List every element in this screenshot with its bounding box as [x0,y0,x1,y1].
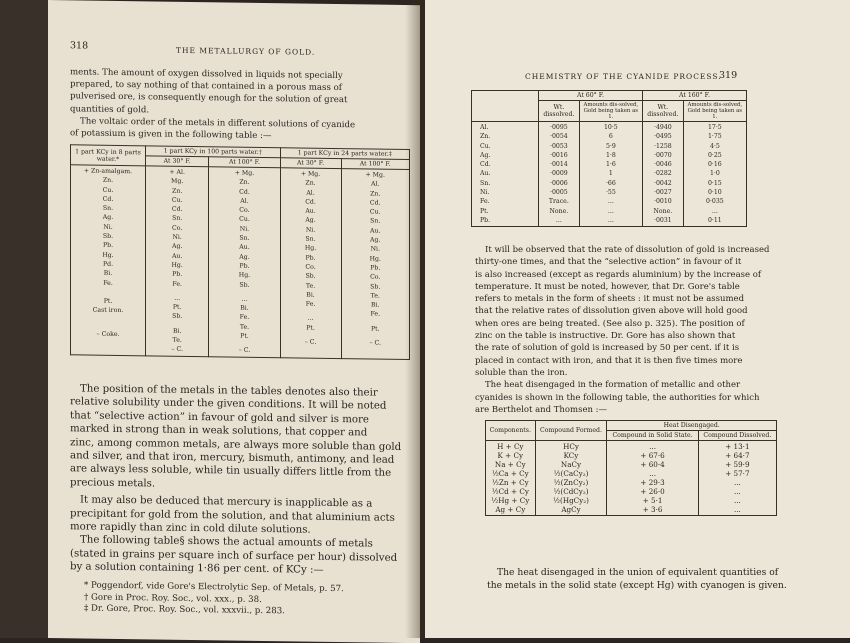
cell: Sb. [102,232,114,240]
cell: 17·5 [707,124,722,131]
cell: Au. [239,244,250,252]
cell: 0·25 [707,151,722,159]
footnote: ‡ Dr. Gore, Proc. Roy. Soc., vol. xxxvii., p. 283. [84,603,285,617]
cell: – C. [171,346,183,354]
cell: ·0009 [550,170,568,178]
cell: Trace. [548,198,569,206]
cell: 5·9 [605,142,616,150]
cell: Hg. [238,271,251,280]
text-line: ments. The amount of oxygen dissolved in liquids not specially [70,67,343,82]
cell: KCy [563,451,579,460]
text-line: (stated in grains per square inch of surface per hour) dissolved [70,548,398,564]
text-line: that “selective action” in favour of gold and silver is more [70,410,369,426]
cell: ½(CaCy₂) [553,469,589,478]
cell: ·0027 [653,189,672,197]
cell: ·0016 [550,151,568,159]
cell: ·0006 [550,179,568,187]
right-body-text [475,244,775,416]
cell: 10·5 [603,124,618,131]
cell: Cast iron. [92,306,124,315]
cell: ... [711,207,718,215]
table3-solid-column [607,441,698,516]
cell: Bi. [371,301,380,309]
table1-subheader: At 30° F. [280,158,341,169]
cell: HCy [563,442,579,451]
cell: Co. [305,263,316,271]
text-line: temperature. It must be noted, however, that Dr. Gore's table [475,281,740,292]
cell: ... [555,216,562,224]
text-line: The voltaic order of the metals in different solutions of cyanide [80,116,356,131]
table3-header: Heat Disengaged. [607,421,777,431]
cell: 0·10 [707,189,722,197]
cell: ... [733,496,741,505]
cell: Au. [370,227,381,235]
cell: Zn. [480,133,491,141]
cell: ... [733,487,741,496]
cell: Al. [306,189,315,197]
cell: + 13·1 [725,442,750,451]
text-line: by a solution containing 1·86 per cent. of KCy :— [70,561,324,577]
text-line: are always less soluble, while tin usually differs little from the [70,463,392,480]
cell: + Mg. [300,170,321,178]
heat-disengaged-table [485,420,777,516]
text-line: placed in contact with iron, and that it is then five times more [475,355,743,366]
text-line: and silver, and that iron, mercury, bismuth, antimony, and lead [70,450,395,466]
cell: + 57·7 [725,469,750,478]
left-intro-text [70,66,410,144]
cell: Sb. [239,281,250,289]
cell: + 5·1 [642,496,663,505]
table1-column-3 [209,167,280,358]
text-line: soluble than the iron. [475,367,568,378]
left-page-number: 318 [70,40,89,52]
table3-header: Compound Formed. [535,421,607,441]
cell: Fe. [239,314,250,322]
right-closing-text [487,566,787,592]
cell: + 59·9 [725,460,750,469]
cell: ·0054 [550,133,568,141]
cell: – C. [304,338,317,346]
text-line: zinc, among common metals, are always more soluble than gold [70,436,402,453]
cell: Sb. [305,272,316,281]
text-line: It will be observed that the rate of dissolution of gold is increased [485,245,770,255]
cell: Pt. [172,303,182,312]
cell: Bi. [103,270,113,278]
table1-header-2: 1 part KCy in 100 parts water.† [146,146,281,158]
cell: Hg. [369,255,381,263]
right-running-header: CHEMISTRY OF THE CYANIDE PROCESS. [525,72,722,81]
cell: ·0282 [653,170,672,178]
cell: Co. [172,224,183,232]
table1-column-4 [280,168,341,358]
cell: ... [733,505,741,514]
table3-subheader: Compound Dissolved. [698,431,776,441]
text-line: relative solubility under the given conditions. It will be noted [70,396,387,413]
cell: ... [307,315,314,323]
cell: + 67·6 [640,451,665,460]
table2-subheader: Wt. dissolved. [642,101,683,122]
cell: ... [649,442,656,451]
cell: Ag. [370,236,381,244]
text-line: marked in strong than in weak solutions, that copper and [70,423,368,439]
cell: Ni. [172,233,182,241]
cell: ½Ca + Cy [491,469,529,478]
cell: ·0046 [653,161,672,169]
cell: Hg. [102,251,114,259]
cell: NaCy [560,460,582,469]
cell: ·0014 [550,161,568,169]
text-line: more rapidly than zinc in cold dilute solutions. [70,521,311,536]
cell: 0·16 [707,161,722,169]
table2-subheader: Amounts dis-solved, Gold being taken as 1. [683,101,746,122]
cell: Fe. [172,280,182,288]
table1-column-1 [71,165,146,356]
voltaic-order-table [70,144,410,359]
cell: + Mg. [365,171,385,179]
table2-wt60-column [539,122,580,227]
cell: ... [174,294,181,302]
text-line: when ores are being treated. (See also p. 325). The position of [475,318,745,329]
cell: Sn. [172,215,183,223]
cell: Sn. [370,217,381,226]
dissolution-table [471,90,747,227]
table3-dissolved-column [698,441,776,516]
cell: ·0095 [550,124,568,131]
cell: Cd. [171,205,183,214]
cell: Co. [239,206,250,215]
cell: Co. [370,273,381,281]
cell: Au. [480,170,491,178]
cell: Pt. [240,332,249,340]
cell: ½(CdCy₂) [553,487,589,496]
cell: Ni. [305,226,316,234]
cell: Te. [172,336,182,344]
left-footnotes [84,581,414,620]
table1-header-1: 1 part KCy in 8 parts water.* [71,145,146,166]
table2-metal-header [472,91,539,122]
cell: Sn. [102,204,114,213]
cell: 0·15 [707,179,722,187]
table1-subheader: At 100° F. [341,159,410,170]
cell: Zn. [102,177,114,185]
cell: 0·11 [707,216,722,224]
cell: Pb. [480,216,491,224]
cell: – Coke. [96,331,120,339]
table2-metals-column [472,122,539,227]
cell: Al. [240,197,249,205]
cell: Sn. [480,179,491,187]
table2-subheader: Wt. dissolved. [539,101,580,122]
text-line: prepared, to say nothing of that contained in a porous mass of [70,79,342,94]
cell: + 64·7 [725,451,750,460]
cell: Bi. [172,327,182,335]
table3-compounds-column [535,441,607,516]
cell: + 60·4 [640,460,665,469]
text-line: The heat disengaged in the union of equivalent quantities of [497,567,779,578]
cell: Te. [305,282,316,290]
cell: Cu. [239,216,250,224]
cell: Ag. [305,217,316,225]
footnote: * Poggendorf, vide Gore's Electrolytic Sep. of Metals, p. 57. [84,580,344,595]
table2-amt160-column [683,122,746,227]
cell: ½(HgCy₂) [553,496,589,505]
cell: 1·8 [605,151,616,159]
cell: Pb. [102,242,114,250]
table3-subheader: Compound in Solid State. [607,431,698,441]
text-line: the rate of solution of gold is increased by 50 per cent. if it is [475,343,740,354]
text-line: pulverised ore, is consequently enough for the solution of great [70,91,348,106]
cell: Ni. [239,225,250,233]
cell: Fe. [480,198,490,206]
left-running-header: THE METALLURGY OF GOLD. [176,45,316,57]
cell: Sb. [370,283,381,291]
table1-subheader: At 100° F. [209,157,280,168]
cell: Au. [305,207,316,215]
cell: ·0042 [653,179,672,187]
cell: AgCy [561,505,581,514]
cell: ... [607,198,614,206]
cell: Pb. [305,254,316,262]
table1-column-5 [341,169,410,360]
cell: – C. [369,339,382,347]
cell: Pt. [370,325,380,333]
table3-components-column [486,441,536,516]
cell: Ag. [102,214,114,222]
text-line: the metals in the solid state (except Hg) with cyanogen is given. [487,580,787,591]
left-page [48,0,420,643]
cell: Pb. [239,262,250,270]
cell: + 26·0 [640,487,665,496]
text-line: The position of the metals in the tables denotes also their [80,383,378,399]
cell: Pt. [480,207,489,215]
cell: ·0031 [653,216,672,224]
cell: Cd. [369,199,381,207]
cell: Fe. [103,279,113,287]
cell: ... [607,207,614,215]
cell: Na + Cy [494,460,526,469]
cell: Zn. [239,178,250,187]
cell: K + Cy [497,451,524,460]
text-line: thirty-one times, and that the “selective action” in favour of it [475,257,742,268]
cell: + 29·3 [640,478,665,487]
table2-subheader: Amounts dis-solved, Gold being taken as 1. [579,101,642,122]
cell: ·0010 [653,198,672,206]
cell: Pb. [370,264,381,272]
text-line: zinc on the table is instructive. Dr. Gore has also shown that [475,331,736,342]
cell: Te. [239,323,250,331]
cell: ·0053 [550,142,568,150]
left-body-text [70,382,412,578]
cell: Zn. [172,187,183,195]
cell: Bi. [240,304,249,312]
cell: Cd. [305,198,316,206]
table2-group-header: At 60° F. [539,91,643,101]
cell: ·0005 [550,189,568,197]
footnote: † Gore in Proc. Roy. Soc., vol. xxx., p. 38. [84,592,262,605]
text-line: It may also be deduced that mercury is inapplicable as a [80,494,373,510]
table1-column-2 [146,166,209,357]
cell: ... [649,469,656,478]
cell: Pb. [172,270,183,279]
table1-subheader: At 30° F. [146,156,209,167]
cell: 0·035 [706,198,724,206]
cell: Sb. [172,313,183,321]
cell: Pd. [102,260,114,268]
text-line: that the relative rates of dissolution given above will hold good [475,306,748,317]
cell: 4·5 [709,142,720,150]
cell: Au. [171,252,183,260]
cell: Fe. [370,310,381,319]
cell: None. [549,207,569,215]
cell: 6 [608,133,613,141]
cell: Fe. [305,300,316,308]
cell: Pt. [103,297,113,305]
table2-wt160-column [642,122,683,227]
cell: ½Hg + Cy [491,496,530,505]
cell: ·0495 [653,133,672,141]
cell: Sn. [305,235,316,243]
cell: Zn. [305,179,316,188]
cell: ½Zn + Cy [491,478,529,487]
cell: Sn. [239,234,250,242]
cell: Ag. [480,151,491,159]
cell: Cu. [480,142,491,150]
text-line: cyanides is shown in the following table, the authorities for which [475,392,760,403]
cell: Hg. [304,244,317,253]
cell: + 3·6 [642,505,663,514]
cell: Hg. [171,261,183,269]
table2-group-header: At 160° F. [642,91,746,101]
cell: Al. [480,124,489,131]
cell: Te. [370,292,380,300]
cell: 1·6 [605,161,616,169]
cell: ½Cd + Cy [491,487,529,496]
book-edge-left [0,0,48,638]
cell: + Zn-amalgam. [83,167,133,176]
cell: Cd. [239,188,250,196]
cell: Mg. [171,178,184,186]
cell: Zn. [370,190,381,198]
cell: 1·0 [709,170,720,178]
text-line: of potassium is given in the following table :— [70,128,272,142]
cell: Ag. [239,253,250,261]
cell: ½(ZnCy₂) [553,478,589,487]
cell: Ni. [103,223,113,231]
cell: ... [733,478,741,487]
cell: ... [241,295,248,303]
cell: ·55 [605,189,616,197]
text-line: quantities of gold. [70,103,150,116]
cell: ·66 [605,179,616,187]
cell: + Mg. [234,169,255,177]
right-page-number: 319 [719,70,738,81]
table1-header-3: 1 part KCy in 24 parts water.‡ [280,148,409,160]
cell: 1·75 [707,133,722,141]
cell: Ag + Cy [495,505,526,514]
cell: ... [607,216,614,224]
cell: 1 [608,170,613,178]
cell: H + Cy [497,442,524,451]
cell: ·1258 [653,142,672,150]
cell: Ag. [171,243,183,251]
cell: Pt. [306,324,315,332]
cell: Cu. [102,186,114,194]
text-line: is also increased (except as regards aluminium) by the increase of [475,269,762,280]
cell: ·4940 [653,124,672,131]
text-line: precipitant for gold from the solution, and that aluminium acts [70,507,395,524]
right-page [425,0,850,638]
cell: None. [653,207,673,215]
table3-header: Components. [486,421,536,441]
cell: Cu. [171,196,183,204]
cell: Ni. [370,245,380,254]
cell: – C. [238,347,251,355]
cell: ·0070 [653,151,672,159]
cell: Cu. [369,208,381,216]
text-line: are Berthelot and Thomsen :— [475,404,608,415]
text-line: The heat disengaged in the formation of metallic and other [485,380,741,391]
cell: Bi. [306,291,315,299]
cell: Al. [371,180,380,188]
text-line: The following table§ shows the actual amounts of metals [80,534,373,551]
text-line: refers to metals in the form of sheets : it must not be assumed [475,294,745,305]
text-line: precious metals. [70,477,156,490]
cell: Cd. [102,195,114,203]
cell: Cd. [480,161,491,169]
cell: + Al. [169,168,185,176]
table2-amt60-column [579,122,642,227]
cell: Ni. [480,189,490,197]
